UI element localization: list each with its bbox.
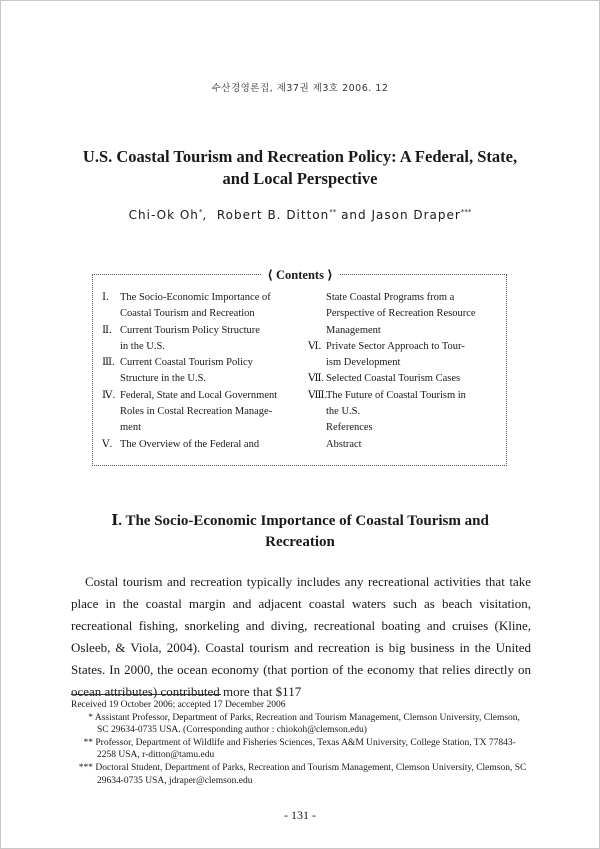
footnote-3 xyxy=(71,762,533,787)
toc-entry xyxy=(308,290,500,339)
toc-entry xyxy=(308,339,500,372)
title-line-1: U.S. Coastal Tourism and Recreation Policy: A Federal, State, xyxy=(82,147,518,166)
toc-entry-line: Management xyxy=(326,324,381,336)
author-1-mark: * xyxy=(198,208,203,216)
section-1-paragraph: Costal tourism and recreation typically includes any recreational activities that take place in the coastal margin and adjacent coastal waters such as beach visitation, recreational fishing, snorkeling and diving, recreational boating and cruises (Kline, Osleeb, & Viola, 2004). Coastal tourism and recreation is big business in the United States. In 2000, the ocean economy (that portion of the economy that relies directly on ocean attributes) contributed more that $117 xyxy=(71,574,531,699)
toc-entry xyxy=(308,420,500,436)
author-2-mark: ** xyxy=(329,208,337,216)
toc-entry-number: Ⅴ. xyxy=(102,438,113,450)
section-1-heading-line-1: Ⅰ. The Socio-Economic Importance of Coastal Tourism and xyxy=(111,513,489,529)
toc-entry xyxy=(308,371,500,387)
contents-heading-text: ⟨ Contents ⟩ xyxy=(261,268,339,282)
received-date: Received 19 October 2006; accepted 17 December 2006 xyxy=(71,700,286,710)
author-list xyxy=(0,208,600,222)
footnote-1-text: Assistant Professor, Department of Parks, Recreation and Tourism Management, Clemson University, Clemson, SC 29634-0735 USA. (Corresponding author : chiokoh@clemson.edu) xyxy=(94,712,520,736)
author-1: Chi-Ok Oh xyxy=(128,208,199,222)
footnote-2 xyxy=(71,737,533,762)
footnote-divider xyxy=(71,694,221,695)
footnote-2-text: Professor, Department of Wildlife and Fisheries Sciences, Texas A&M University, College Station, TX 77843-2258 USA, r-ditton@tamu.edu xyxy=(95,737,516,761)
toc-entry-line: Current Coastal Tourism Policy xyxy=(120,357,253,369)
author-separator-1: , xyxy=(202,208,217,222)
toc-entry-number: Ⅱ. xyxy=(102,324,112,336)
toc-entry-line: Selected Coastal Tourism Cases xyxy=(326,373,461,385)
author-separator-2: and xyxy=(336,208,372,222)
toc-entry-line: Perspective of Recreation Resource xyxy=(326,308,476,320)
section-1-heading xyxy=(60,511,540,553)
footnote-3-mark: *** xyxy=(78,762,93,773)
toc-entry xyxy=(308,388,500,421)
author-2: Robert B. Ditton xyxy=(216,208,330,222)
paper-title xyxy=(60,146,540,190)
toc-entry-line: The Socio-Economic Importance of xyxy=(120,292,271,303)
toc-entry xyxy=(102,355,302,388)
footnote-1-mark: * xyxy=(88,712,93,723)
toc-entry xyxy=(102,388,302,437)
toc-entry xyxy=(308,437,500,453)
toc-entry-line: References xyxy=(326,422,373,434)
footnote-2-mark: ** xyxy=(83,737,93,748)
title-line-2: and Local Perspective xyxy=(222,169,378,188)
toc-entry-line: Coastal Tourism and Recreation xyxy=(120,308,255,320)
toc-entry-line: Private Sector Approach to Tour- xyxy=(326,340,465,352)
toc-entry-line: The Overview of the Federal and xyxy=(120,438,260,450)
toc-entry-line: the U.S. xyxy=(326,406,361,418)
contents-heading xyxy=(0,266,600,284)
toc-entry-number: Ⅳ. xyxy=(102,389,116,401)
toc-entry-line: The Future of Coastal Tourism in xyxy=(326,389,466,401)
page-number: - 131 - xyxy=(284,808,316,822)
toc-entry-line: ment xyxy=(120,422,141,434)
toc-entry-line: Roles in Costal Recreation Manage- xyxy=(120,406,273,418)
toc-entry xyxy=(102,290,302,323)
author-3: Jason Draper xyxy=(371,208,461,222)
section-1-heading-line-2: Recreation xyxy=(265,534,335,550)
footnote-3-text: Doctoral Student, Department of Parks, Recreation and Tourism Management, Clemson University, Clemson, SC 29634-0735 USA, jdraper@clemson.edu xyxy=(95,762,527,786)
toc-entry xyxy=(102,437,302,453)
journal-header: 수산경영론집, 제37권 제3호 2006. 12 xyxy=(211,83,389,94)
author-3-mark: *** xyxy=(460,208,472,216)
toc-entry-line: in the U.S. xyxy=(120,340,165,352)
footnote-1 xyxy=(71,712,533,737)
toc-entry-number: Ⅶ. xyxy=(308,373,325,385)
contents-left-column xyxy=(102,290,302,453)
toc-entry-line: Abstract xyxy=(326,438,362,450)
toc-entry-line: Structure in the U.S. xyxy=(120,373,207,385)
toc-entry xyxy=(102,323,302,356)
contents-right-column xyxy=(308,290,500,453)
toc-entry-number: Ⅷ. xyxy=(308,389,328,401)
footnotes xyxy=(71,699,533,787)
toc-entry-line: ism Development xyxy=(326,357,401,369)
toc-entry-line: Federal, State and Local Government xyxy=(120,389,278,401)
toc-entry-number: Ⅲ. xyxy=(102,357,115,369)
toc-entry-number: Ⅵ. xyxy=(308,340,322,352)
toc-entry-line: State Coastal Programs from a xyxy=(326,292,455,303)
toc-entry-number: Ⅰ. xyxy=(102,292,109,303)
toc-entry-line: Current Tourism Policy Structure xyxy=(120,324,260,336)
